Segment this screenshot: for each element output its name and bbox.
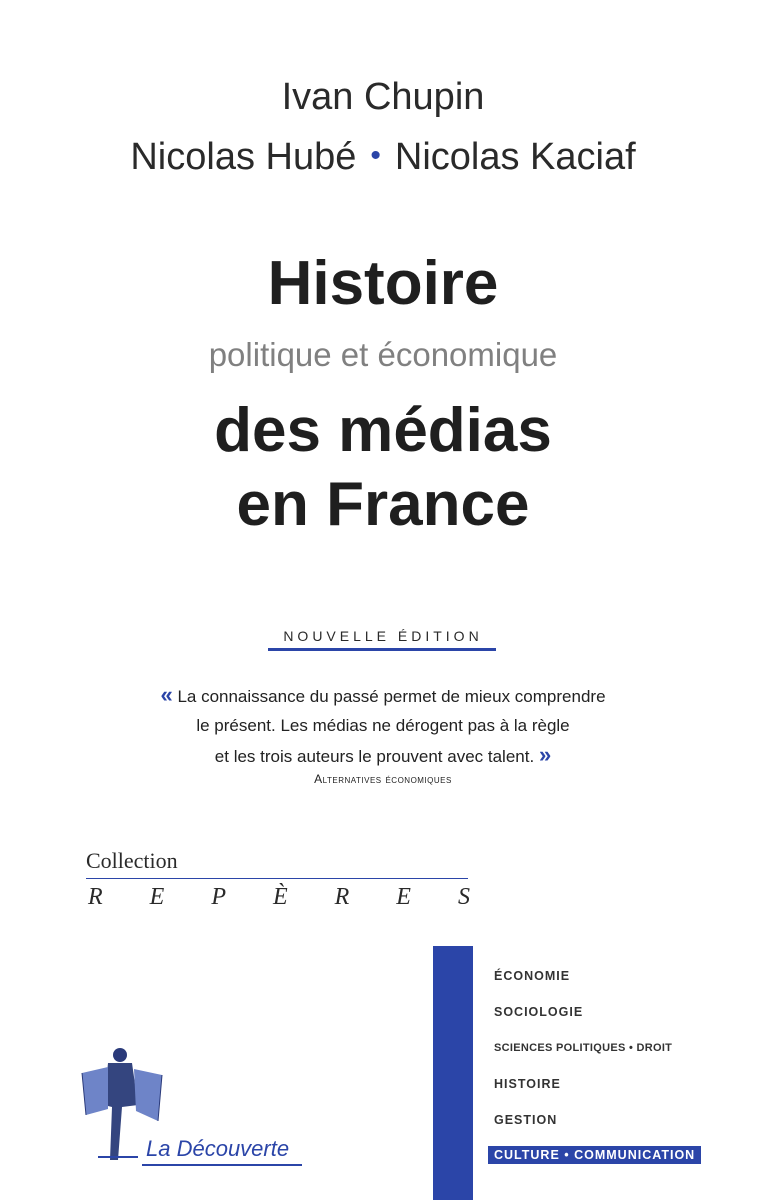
category-sciences-politiques-droit: SCIENCES POLITIQUES • DROIT xyxy=(494,1042,673,1054)
category-economie: ÉCONOMIE xyxy=(494,969,571,983)
author-ivan-chupin: Ivan Chupin xyxy=(281,76,485,118)
title-en-france: en France xyxy=(236,470,530,539)
collection-name-reperes xyxy=(88,884,470,911)
collection-rule xyxy=(86,878,468,879)
title-des-medias: des médias xyxy=(214,396,552,465)
collection-letter: È xyxy=(272,884,288,910)
quote-open-mark: « xyxy=(160,682,173,707)
collection-letter: S xyxy=(457,884,470,910)
category-culture-communication: CULTURE • COMMUNICATION xyxy=(488,1146,701,1164)
author-nicolas-hube: Nicolas Hubé xyxy=(130,136,357,178)
edition-label: NOUVELLE ÉDITION xyxy=(283,628,483,644)
quote-line-3: et les trois auteurs le prouvent avec talent. » xyxy=(214,742,552,767)
quote-close-mark: » xyxy=(538,742,552,767)
collection-letter: E xyxy=(149,884,165,910)
bullet-separator: • xyxy=(370,139,381,172)
category-histoire: HISTOIRE xyxy=(494,1077,561,1091)
title-histoire: Histoire xyxy=(267,249,499,318)
quote-line-2: le présent. Les médias ne dérogent pas à la règle xyxy=(196,716,570,735)
collection-letter: R xyxy=(88,884,103,910)
authors-row xyxy=(0,136,766,179)
category-sociologie: SOCIOLOGIE xyxy=(494,1005,584,1019)
collection-letter: R xyxy=(334,884,350,910)
quote-source: Alternatives économiques xyxy=(314,772,452,786)
author-nicolas-kaciaf: Nicolas Kaciaf xyxy=(394,136,636,178)
title-subtitle: politique et économique xyxy=(208,336,558,373)
collection-letter: P xyxy=(211,884,226,910)
publisher-name: La Découverte xyxy=(146,1136,290,1161)
blurb-quote xyxy=(0,680,766,771)
accent-bar xyxy=(433,946,473,1200)
collection-label: Collection xyxy=(86,848,178,873)
publisher-underline xyxy=(142,1164,302,1166)
collection-letter: E xyxy=(396,884,411,910)
edition-underline xyxy=(268,648,496,651)
category-gestion: GESTION xyxy=(494,1113,558,1127)
quote-line-1: « La connaissance du passé permet de mieux comprendre xyxy=(160,682,606,707)
